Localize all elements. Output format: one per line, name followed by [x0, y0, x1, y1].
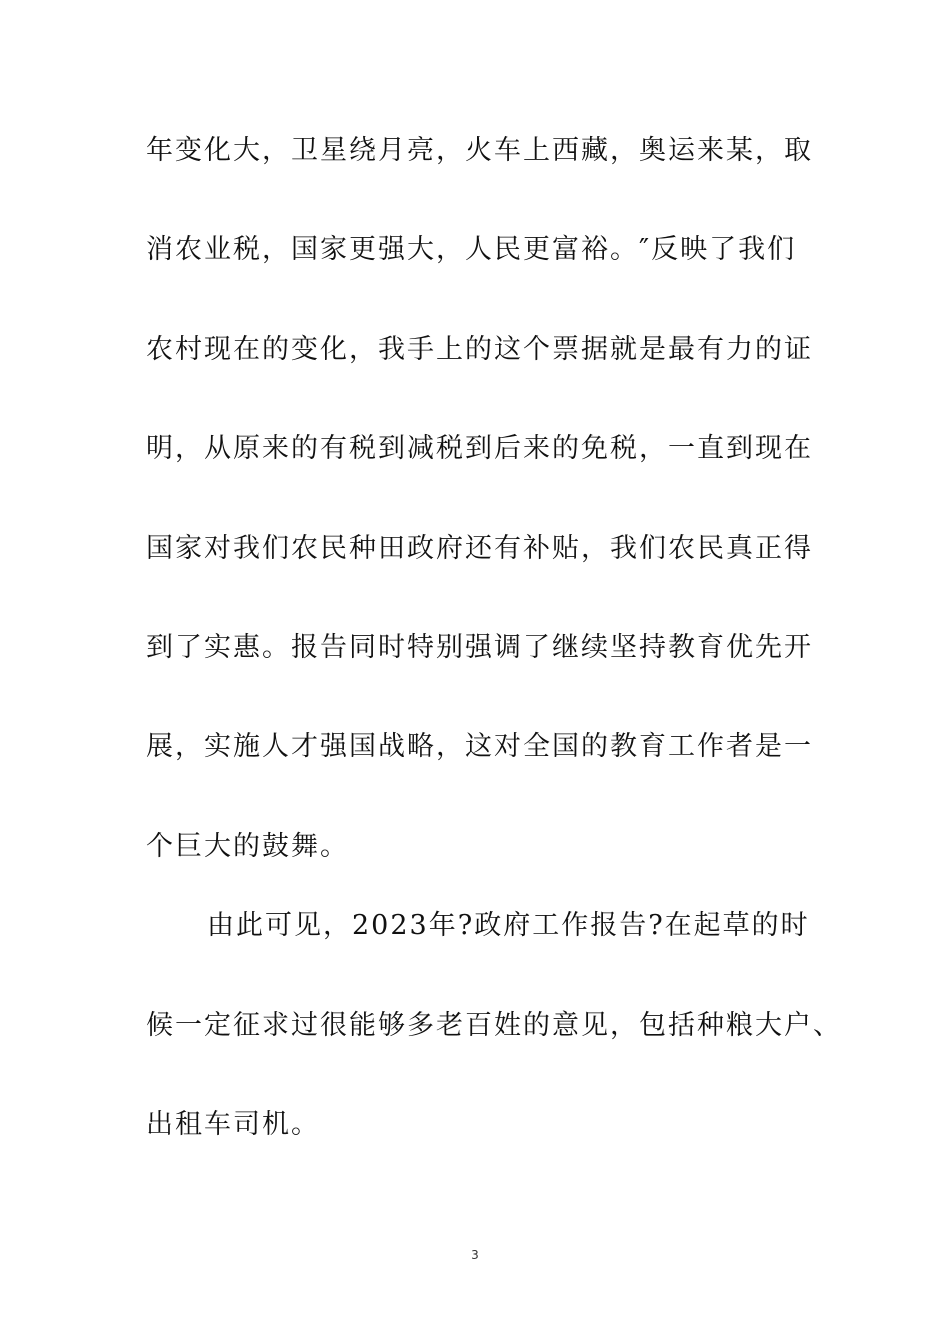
text-line: 到了实惠。报告同时特别强调了继续坚持教育优先开 [146, 632, 813, 663]
text-line: 国家对我们农民种田政府还有补贴，我们农民真正得 [146, 533, 813, 564]
text-line: 出租车司机。 [146, 1109, 320, 1140]
text-line: 明，从原来的有税到减税到后来的免税，一直到现在 [146, 433, 813, 464]
text-line: 展，实施人才强国战略，这对全国的教育工作者是一 [146, 731, 813, 762]
text-line: 农村现在的变化，我手上的这个票据就是最有力的证 [146, 334, 813, 365]
page-number: 3 [471, 1248, 479, 1262]
paragraph-first-line: 由此可见，2023年?政府工作报告?在起草的时 [207, 910, 810, 941]
text-line: 候一定征求过很能够多老百姓的意见，包括种粮大户、 [146, 1010, 842, 1041]
text-line: 年变化大，卫星绕月亮，火车上西藏，奥运来某，取 [146, 135, 813, 166]
text-line: 个巨大的鼓舞。 [146, 831, 349, 862]
text-line: 消农业税，国家更强大，人民更富裕。″反映了我们 [146, 234, 797, 265]
